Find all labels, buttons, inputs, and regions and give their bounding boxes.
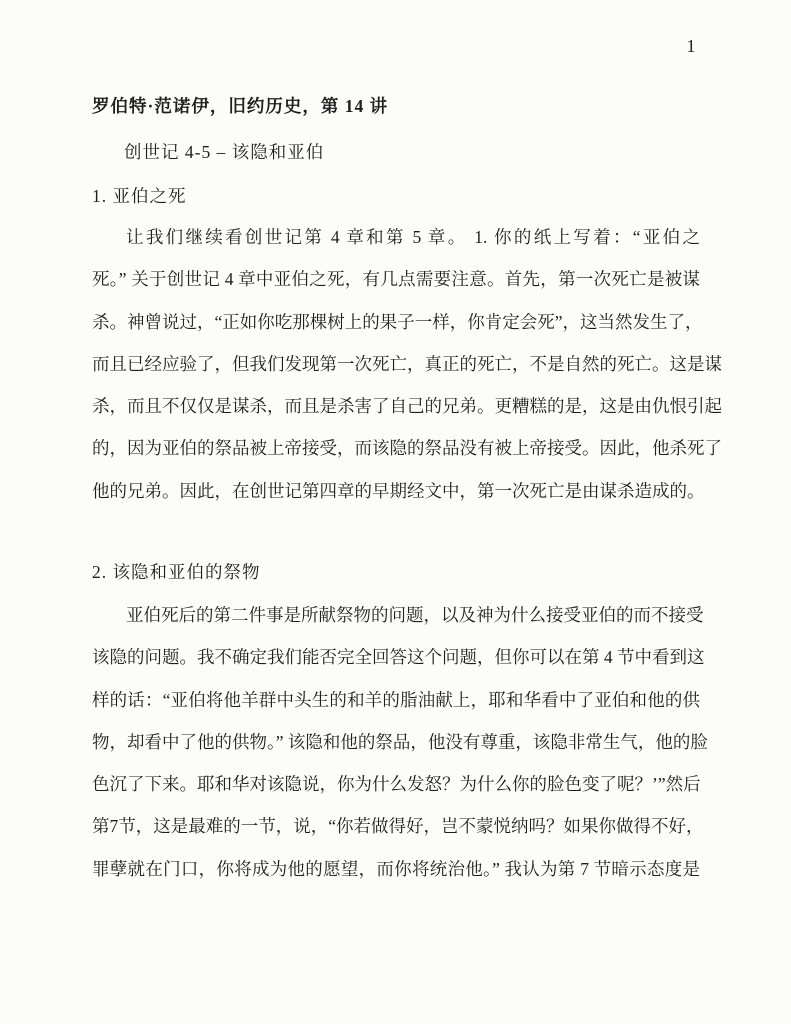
paragraph-line: 第7节，这是最难的一节，说，“你若做得好，岂不蒙悦纳吗？如果你做得不好， [92,816,704,837]
paragraph-line: 杀。神曾说过，“正如你吃那棵树上的果子一样，你肯定会死”，这当然发生了， [92,311,703,332]
paragraph-line: 该隐的问题。我不确定我们能否完全回答这个问题，但你可以在第 4 节中看到这 [92,647,705,668]
section-2-paragraph [92,594,708,890]
paragraph-line: 让我们继续看创世记第 4 章和第 5 章。 1. 你的纸上写着：“亚伯之 [126,227,700,247]
paragraph-line: 他的兄弟。因此，在创世记第四章的早期经文中，第一次死亡是由谋杀造成的。 [92,480,705,501]
document-title: 罗伯特·范诺伊，旧约历史，第 14 讲 [92,96,389,116]
paragraph-line: 杀，而且不仅仅是谋杀，而且是杀害了自己的兄弟。更糟糕的是，这是由仇恨引起 [92,396,722,417]
paragraph-line: 而且已经应验了，但我们发现第一次死亡，真正的死亡，不是自然的死亡。这是谋 [92,353,722,374]
paragraph-line: 死。” 关于创世记 4 章中亚伯之死，有几点需要注意。首先，第一次死亡是被谋 [92,269,700,290]
paragraph-line: 亚伯死后的第二件事是所献祭物的问题，以及神为什么接受亚伯的而不接受 [126,605,704,625]
paragraph-line: 物，却看中了他的供物。” 该隐和他的祭品，他没有尊重，该隐非常生气，他的脸 [92,731,708,752]
document-subtitle: 创世记 4-5 – 该隐和亚伯 [124,142,325,162]
paragraph-line: 罪孽就在门口，你将成为他的愿望，而你将统治他。” 我认为第 7 节暗示态度是 [92,858,700,879]
section-1-paragraph [92,216,722,512]
page-number: 1 [686,36,696,56]
section-1-heading: 1. 亚伯之死 [92,186,187,206]
paragraph-line: 的，因为亚伯的祭品被上帝接受，而该隐的祭品没有被上帝接受。因此，他杀死了 [92,438,722,459]
paragraph-line: 色沉了下来。耶和华对该隐说，你为什么发怒？为什么你的脸色变了呢？’”然后 [92,774,701,795]
section-2-heading: 2. 该隐和亚伯的祭物 [92,562,261,582]
paragraph-line: 样的话：“亚伯将他羊群中头生的和羊的脂油献上，耶和华看中了亚伯和他的供 [92,689,700,710]
